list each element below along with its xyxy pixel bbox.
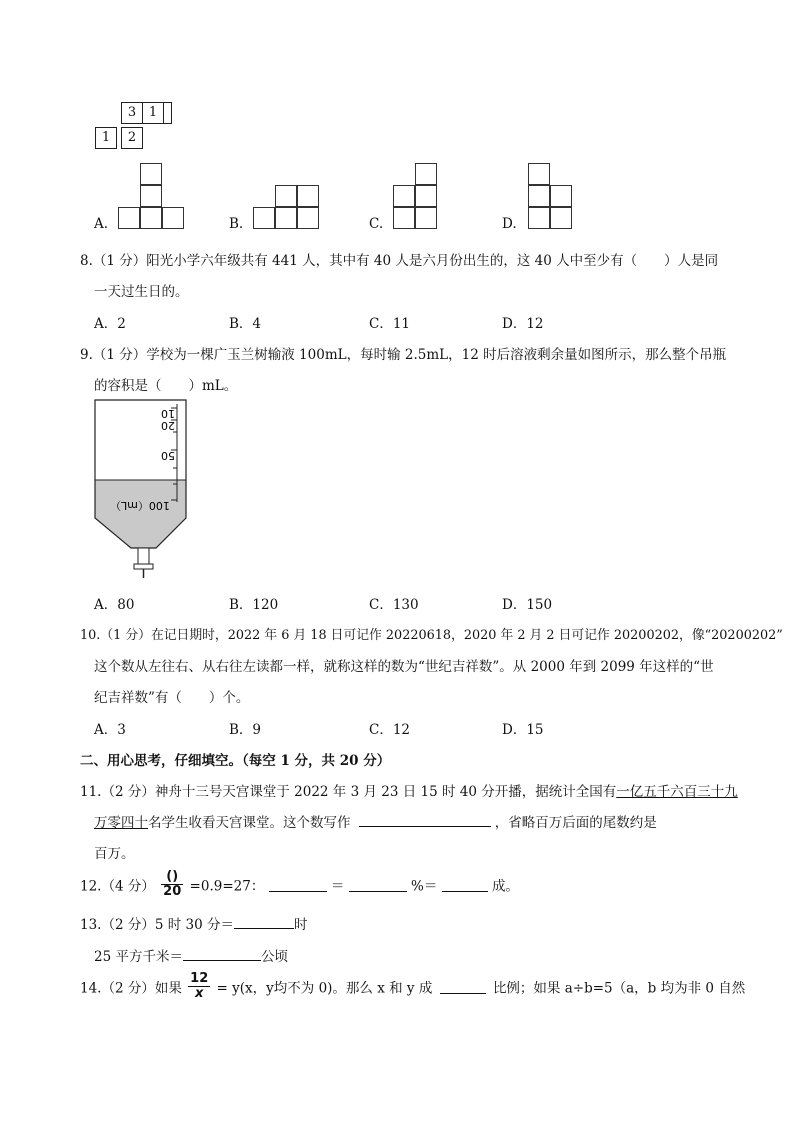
iv-bottle-figure — [88, 398, 198, 583]
fraction: $\frac{()}{20}$ — [163, 869, 182, 899]
q9-option-c: C．130 — [369, 597, 419, 613]
option-c-label: C. — [369, 216, 384, 232]
answer-blank[interactable] — [359, 812, 491, 827]
q9-line2: 的容积是（ ）mL。 — [94, 378, 238, 394]
scale-label: 10 — [161, 407, 175, 420]
option-b-label: B. — [229, 216, 244, 232]
q12-line: 12.（4 分） $\frac{()}{20}$ =0.9=27： ＝ %＝ 成。 — [80, 869, 519, 899]
scale-label: 100（mL） — [110, 499, 170, 512]
answer-blank[interactable] — [349, 877, 407, 892]
q8-option-a: A．2 — [94, 316, 126, 332]
q14-line: 14.（2 分）如果 $\frac{12}{x}$ = y(x，y均不为 0)。那么 x 和 y 成 比例；如果 a÷b=5（a，b 均为非 0 自然 — [80, 971, 746, 1001]
q8-option-b: B．4 — [229, 316, 262, 332]
liquid-fill — [95, 480, 186, 548]
option-a-label: A. — [94, 216, 109, 232]
q13-line2: 25 平方千米＝ 公顷 — [94, 945, 288, 965]
fraction: $\frac{12}{x}$ — [190, 971, 209, 1001]
q10-option-a: A．3 — [94, 722, 126, 738]
q8-line1: 8.（1 分）阳光小学六年级共有 441 人，其中有 40 人是六月份出生的，这 40 人中至少有（ ）人是同 — [80, 253, 719, 269]
q9-line1: 9.（1 分）学校为一棵广玉兰树输液 100mL，每时输 2.5mL，12 时后溶液剩余量如图所示，那么整个吊瓶 — [80, 347, 727, 363]
net-cell: 3 — [121, 102, 143, 124]
q11-line2: 万零四十名学生收看天宫课堂。这个数写作 ，省略百万后面的尾数约是 — [94, 811, 657, 831]
spout — [138, 548, 149, 564]
q9-option-b: B．120 — [229, 597, 279, 613]
q10-option-b: B．9 — [229, 722, 262, 738]
q8-option-c: C．11 — [369, 316, 411, 332]
q11-line1: 11.（2 分）神舟十三号天宫课堂于 2022 年 3 月 23 日 15 时 40 分开播，据统计全国有一亿五千六百三十九 — [80, 784, 738, 800]
answer-blank[interactable] — [183, 946, 261, 961]
scale-label: 50 — [161, 449, 175, 462]
q9-option-d: D．150 — [502, 597, 553, 613]
spout-cap — [134, 564, 153, 569]
option-d-label: D. — [502, 216, 517, 232]
net-cell: 1 — [142, 102, 164, 124]
answer-blank[interactable] — [442, 877, 488, 892]
q10-line1: 10.（1 分）在记日期时，2022 年 6 月 18 日可记作 20220618，2020 年 2 月 2 日可记作 20200202，像“20200202” — [80, 628, 783, 643]
q11-line3: 百万。 — [94, 846, 135, 862]
scale-label: 20 — [161, 419, 175, 432]
q13-line1: 13.（2 分）5 时 30 分＝ 时 — [80, 913, 308, 933]
net-cell-outline — [142, 102, 172, 124]
q10-option-c: C．12 — [369, 722, 411, 738]
net-cell: 2 — [121, 127, 143, 149]
q10-line2: 这个数从左往右、从右往左读都一样，就称这样的数为“世纪吉祥数”。从 2000 年到 2099 年这样的“世 — [94, 659, 714, 675]
q8-option-d: D．12 — [502, 316, 544, 332]
q9-option-a: A．80 — [94, 597, 135, 613]
answer-blank[interactable] — [269, 877, 327, 892]
answer-blank[interactable] — [234, 914, 294, 929]
q8-line2: 一天过生日的。 — [94, 284, 189, 300]
q10-line3: 纪吉祥数”有（ ）个。 — [94, 690, 250, 706]
net-cell: 1 — [95, 127, 117, 149]
answer-blank[interactable] — [440, 979, 486, 994]
q10-option-d: D．15 — [502, 722, 544, 738]
section-heading: 二、用心思考，仔细填空。（每空 1 分，共 20 分） — [80, 753, 391, 769]
